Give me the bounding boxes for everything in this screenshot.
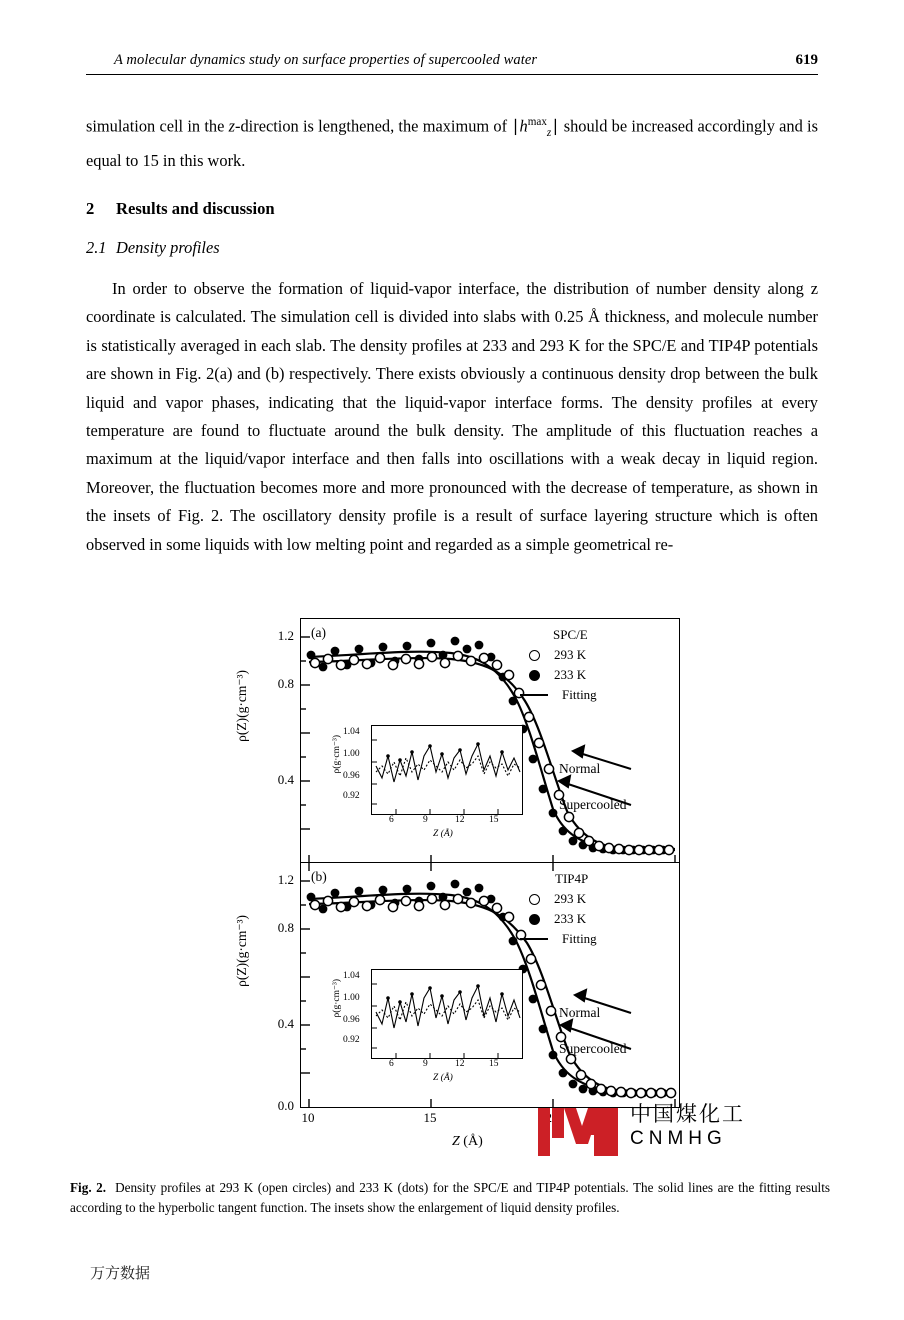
panel-a-ytick-04: 0.4 [277,772,294,787]
panel-a-inset-ytick-104: 1.04 [343,727,360,737]
panel-a-tag: (a) [311,625,326,640]
panel-b-ytick-00: 0.0 [277,1098,294,1113]
panel-b-inset-ytick-104: 1.04 [343,971,360,981]
watermark-logo-icon [536,1104,622,1160]
subsection-title: Density profiles [116,238,220,257]
panel-b-inset-ylabel: ρ(g·cm⁻³) [332,979,342,1018]
section-heading-2 [86,199,275,219]
panel-b-tag: (b) [311,869,327,884]
panel-b-legend-293k [529,891,586,907]
solid-line-icon [520,938,548,940]
watermark-chinese-text: 中国煤化工 [630,1102,745,1126]
p1-part-d: ∣ should be increased accordingly and is equal to 15 in this work. [86,116,818,171]
panel-b-legend-title: TIP4P [555,871,589,886]
inset-a-markers [386,742,504,762]
inset-b-markers [386,984,504,1004]
panel-b-ytick-12: 1.2 [277,872,294,887]
panel-b-inset-svg [372,970,522,1058]
subsection-number: 2.1 [86,238,107,257]
panel-b-legend-fitting-label: Fitting [562,931,597,946]
p1-h-symbol: h [519,116,528,136]
panel-b-legend-233k-label: 233 K [554,911,587,926]
panel-a-inset-xtick-6: 6 [389,815,394,825]
inset-b-curve-233k [376,986,520,1028]
running-head [86,52,818,69]
panel-a-legend-233k [529,667,586,683]
p1-subscript: z [546,126,552,139]
p1-z-italic: z [228,116,236,136]
panel-a-inset-xtick-15: 15 [489,815,499,825]
subsection-heading-2-1 [86,238,220,258]
page-number: 619 [795,52,818,68]
filled-circle-icon [529,914,540,925]
panel-a-inset-svg [372,726,522,814]
panel-a-inset-xlabel: Z (Å) [433,829,453,839]
xtick-10: 10 [301,1110,315,1125]
panel-b-inset-xtick-9: 9 [423,1059,428,1069]
panel-a-ylabel: ρ(Z)(g·cm⁻³) [234,670,249,742]
panel-b-ylabel: ρ(Z)(g·cm⁻³) [234,915,249,987]
panel-b-inset-xtick-6: 6 [389,1059,394,1069]
panel-a-inset-xtick-9: 9 [423,815,428,825]
paragraph-1 [86,108,818,176]
panel-a-inset [371,725,523,815]
panel-a-ytick-08: 0.8 [277,676,294,691]
inset-a-curve-233k [376,756,520,776]
header-rule [86,74,818,75]
panel-b-ytick-04: 0.4 [277,1016,294,1031]
p1-superscript: max [527,116,547,128]
panel-b-ytick-08: 0.8 [277,920,294,935]
panel-a-legend-fitting-label: Fitting [562,687,597,702]
panel-b-inset-ytick-092: 0.92 [343,1035,360,1045]
open-circle-icon [529,650,540,661]
filled-circle-icon [529,670,540,681]
panel-a-inset-ylabel: ρ(g·cm⁻³) [332,735,342,774]
panel-a-legend-293k [529,647,586,663]
panel-a-legend-title: SPC/E [553,627,588,642]
panel-b-plot-area [300,862,680,1108]
panel-b-inset-xlabel: Z (Å) [433,1073,453,1083]
panel-b-inset [371,969,523,1059]
panel-b-legend-fitting [520,931,597,947]
panel-a-legend-233k-label: 233 K [554,667,587,682]
figure-caption-text: Density profiles at 293 K (open circles) and 233 K (dots) for the SPC/E and TIP4P potentials. The solid lines are the fitting results according to the hyperbolic tangent function. The insets show the enlargement of liquid density profiles. [70,1180,831,1215]
panel-a-plot-area [300,618,680,864]
section-number: 2 [86,199,95,218]
x-axis-symbol: Z [452,1134,460,1149]
panel-b-inset-ytick-100: 1.00 [343,993,360,1003]
panel-a-inset-xtick-12: 12 [455,815,465,825]
figure-caption-label: Fig. 2. [70,1180,107,1195]
p1-part-a: simulation cell in the [86,116,229,136]
panel-a-inset-ytick-100: 1.00 [343,749,360,759]
panel-b-inset-xtick-15: 15 [489,1059,499,1069]
open-circle-icon [529,894,540,905]
running-head-title: A molecular dynamics study on surface properties of supercooled water [114,52,538,68]
panel-a-legend-fitting [520,687,597,703]
p1-part-c: -direction is lengthened, the maximum of ∣ [235,116,520,136]
solid-line-icon [520,694,548,696]
panel-b-inset-xtick-12: 12 [455,1059,465,1069]
x-axis-label [452,1134,483,1150]
panel-b-ann-normal: Normal [559,1005,601,1020]
x-axis-unit: (Å) [463,1134,483,1149]
panel-a-inset-ytick-096: 0.96 [343,771,360,781]
panel-a-ann-supercooled: Supercooled [559,797,627,812]
section-title: Results and discussion [116,199,275,218]
panel-b-legend-233k [529,911,586,927]
watermark-latin-text: CNMHG [630,1128,727,1149]
panel-b-legend-293k-label: 293 K [554,891,587,906]
figure-2 [230,610,690,1155]
panel-a-inset-ytick-092: 0.92 [343,791,360,801]
wanfang-footer: 万方数据 [90,1264,151,1282]
figure-caption [70,1178,830,1217]
panel-a-ann-normal: Normal [559,761,601,776]
panel-b-inset-ytick-096: 0.96 [343,1015,360,1025]
panel-a-legend-293k-label: 293 K [554,647,587,662]
paragraph-2: In order to observe the formation of liquid-vapor interface, the distribution of number density along z coordinate is calculated. The simulation cell is divided into slabs with 0.25 Å thickness, and molecule number is statistically averaged in each slab. The density profiles at 233 and 293 K for the SPC/E and TIP4P potentials are shown in Fig. 2(a) and (b) respectively. There exists obviously a continuous density drop between the bulk liquid and vapor phases, indicating that the liquid-vapor interface forms. The density profiles at every temperature are found to fluctuate around the bulk density. The amplitude of this fluctuation reaches a maximum at the liquid/vapor interface and then falls into oscillations with a weak decay in liquid region. Moreover, the fluctuation becomes more and more pronounced with the decrease of temperature, as shown in the insets of Fig. 2. The oscillatory density profile is a result of surface layering structure which is often observed in some liquids with low melting point and regarded as a simple geometrical re- [86,279,818,554]
panel-a-ytick-12: 1.2 [277,628,294,643]
xtick-15: 15 [423,1110,437,1125]
panel-b-ann-supercooled: Supercooled [559,1041,627,1056]
inset-a-curve-293k [376,744,520,782]
